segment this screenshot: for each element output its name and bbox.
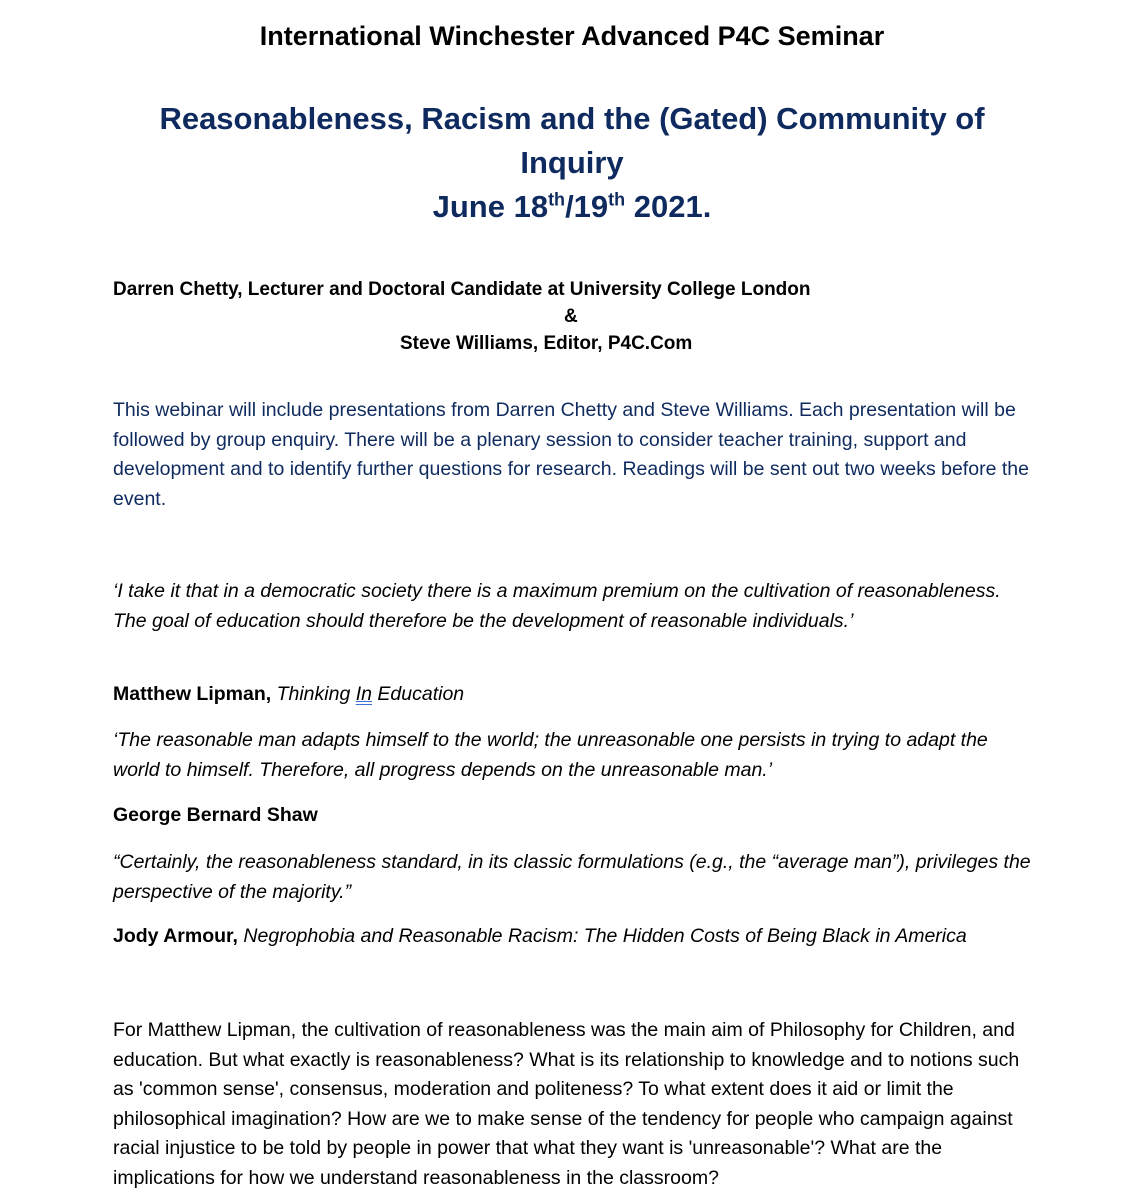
intro-paragraph: This webinar will include presentations from Darren Chetty and Steve Williams. Each presentation will be followed by group enquiry. There will be a plenary session to consider teacher training, support and development and to identify further questions for research. Readings will be sent out two weeks before the event. [113, 399, 1029, 510]
quote-shaw: ‘The reasonable man adapts himself to the world; the unreasonable one persists in trying to adapt the world to himself. Therefore, all progress depends on the unreasonable man.’ [113, 729, 988, 781]
speaker-1: Darren Chetty, Lecturer and Doctoral Candidate at University College London [113, 279, 811, 300]
quote-armour: “Certainly, the reasonableness standard, in its classic formulations (e.g., the “average man”), privileges the perspective of the majority.” [113, 851, 1031, 903]
seminar-title: International Winchester Advanced P4C Seminar [259, 21, 885, 51]
title-text: Reasonableness, Racism and the (Gated) Community of Inquiry [159, 101, 985, 180]
event-date: June 18th/19th 2021. [432, 189, 712, 224]
main-title [120, 97, 1024, 229]
attribution-lipman: Matthew Lipman, Thinking In Education [113, 683, 465, 705]
speaker-2: Steve Williams, Editor, P4C.Com [400, 333, 693, 354]
attribution-armour: Jody Armour, Negrophobia and Reasonable Racism: The Hidden Costs of Being Black in America [113, 925, 967, 947]
body-paragraph: For Matthew Lipman, the cultivation of reasonableness was the main aim of Philosophy for Children, and education. But what exactly is reasonableness? What is its relationship to knowledge and to notions such as 'common sense', consensus, moderation and politeness? To what extent does it aid or limit the philosophical imagination? How are we to make sense of the tendency for people who campaign against racial injustice to be told by people in power that what they want is 'unreasonable'? What are the implications for how we understand reasonableness in the classroom? [113, 1019, 1020, 1189]
speaker-ampersand: & [564, 306, 578, 327]
speakers [100, 276, 1040, 357]
attribution-shaw: George Bernard Shaw [113, 804, 318, 826]
quote-lipman: ‘I take it that in a democratic society there is a maximum premium on the cultivation of reasonableness. The goal of education should therefore be the development of reasonable individuals.’ [113, 580, 1001, 632]
